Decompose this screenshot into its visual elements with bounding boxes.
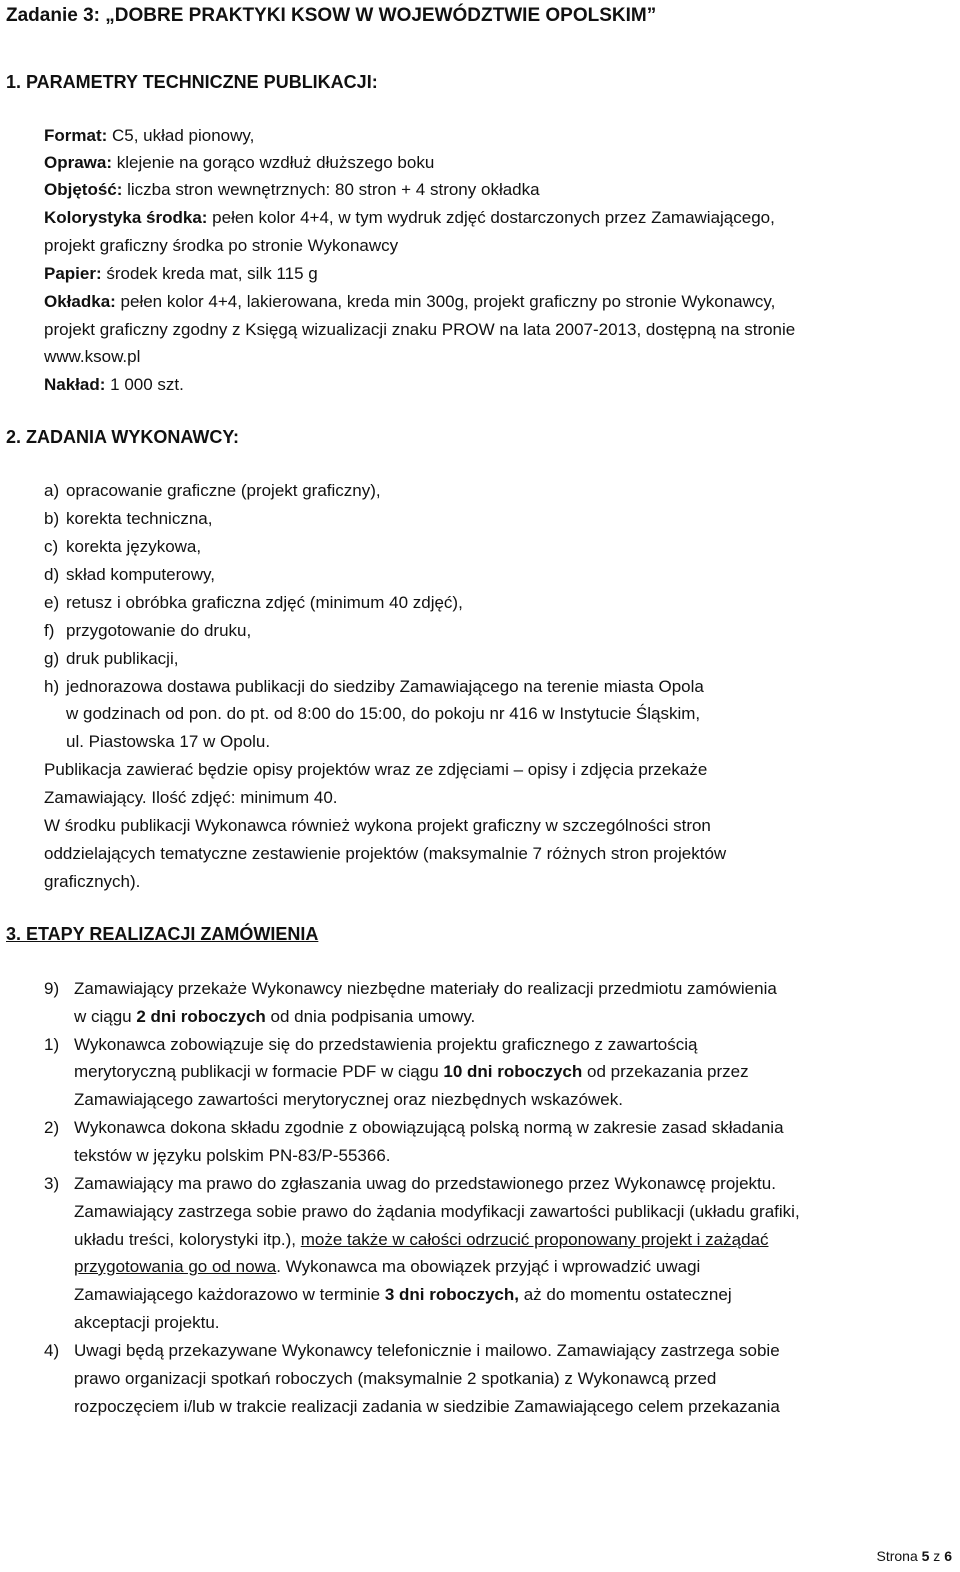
stage-text: Uwagi będą przekazywane Wykonawcy telefonicznie i mailowo. Zamawiający zastrzega sobie — [74, 1341, 780, 1360]
task-text: skład komputerowy, — [66, 565, 215, 584]
stage-marker: 3) — [44, 1174, 60, 1193]
stage-text-cont — [74, 1226, 768, 1254]
param-label: Papier: — [44, 264, 102, 283]
section-3-heading: 3. ETAPY REALIZACJI ZAMÓWIENIA — [6, 924, 319, 944]
text-fragment: aż do momentu ostatecznej — [519, 1285, 732, 1304]
task-item — [44, 617, 54, 645]
task-item — [44, 561, 59, 589]
param-value: 1 000 szt. — [105, 375, 184, 394]
param-format — [44, 122, 254, 150]
param-value: C5, układ pionowy, — [107, 126, 255, 145]
stage-text: Zamawiający przekaże Wykonawcy niezbędne materiały do realizacji przedmiotu zamówienia — [74, 979, 777, 998]
param-naklad — [44, 371, 184, 399]
text-fragment: od przekazania przez — [582, 1062, 749, 1081]
text-fragment: układu treści, kolorystyki itp.), — [74, 1230, 301, 1249]
paragraph-design-cont: oddzielających tematyczne zestawienie projektów (maksymalnie 7 różnych stron projektów — [44, 844, 727, 863]
deadline-bold: 10 dni roboczych — [443, 1062, 583, 1081]
task-item — [44, 645, 59, 673]
param-value: środek kreda mat, silk 115 g — [101, 264, 318, 283]
param-okladka-cont: projekt graficzny zgodny z Księgą wizualizacji znaku PROW na lata 2007-2013, dostępną na stronie — [44, 320, 796, 339]
param-value: liczba stron wewnętrznych: 80 stron + 4 strony okładka — [122, 180, 540, 199]
text-fragment: od dnia podpisania umowy. — [265, 1007, 476, 1026]
stage-text: Zamawiający ma prawo do zgłaszania uwag do przedstawionego przez Wykonawcę projektu. — [74, 1174, 776, 1193]
param-oprawa — [44, 149, 434, 177]
task-marker: h) — [44, 677, 60, 696]
stage-text-cont: tekstów w języku polskim PN-83/P-55366. — [74, 1146, 391, 1165]
task-marker: f) — [44, 621, 55, 640]
param-kolorystyka-cont: projekt graficzny środka po stronie Wykonawcy — [44, 236, 399, 255]
stage-text: Wykonawca dokona składu zgodnie z obowiązującą polską normą w zakresie zasad składania — [74, 1118, 784, 1137]
task-item — [44, 477, 59, 505]
param-value: pełen kolor 4+4, w tym wydruk zdjęć dostarczonych przez Zamawiającego, — [207, 208, 775, 227]
page-number-prefix: Strona — [876, 1548, 922, 1564]
param-label: Format: — [44, 126, 108, 145]
stage-marker: 4) — [44, 1341, 60, 1360]
stage-text-cont — [74, 1003, 475, 1031]
param-label: Objętość: — [44, 180, 123, 199]
task-item — [44, 533, 58, 561]
stage-text: Wykonawca zobowiązuje się do przedstawienia projektu graficznego z zawartością — [74, 1035, 698, 1054]
page-title: Zadanie 3: „DOBRE PRAKTYKI KSOW W WOJEWÓDZTWIE OPOLSKIM” — [6, 5, 657, 26]
stage-text-cont: rozpoczęciem i/lub w trakcie realizacji zadania w siedzibie Zamawiającego celem przekazania — [74, 1397, 780, 1416]
task-item — [44, 505, 59, 533]
stage-text-cont — [74, 1281, 732, 1309]
param-value: pełen kolor 4+4, lakierowana, kreda min 300g, projekt graficzny po stronie Wykonawcy, — [115, 292, 776, 311]
task-text: opracowanie graficzne (projekt graficzny), — [66, 481, 381, 500]
text-fragment: Zamawiającego każdorazowo w terminie — [74, 1285, 385, 1304]
task-marker: e) — [44, 593, 60, 612]
task-text: druk publikacji, — [66, 649, 179, 668]
task-text: korekta techniczna, — [66, 509, 213, 528]
paragraph-design-cont: graficznych). — [44, 872, 141, 891]
paragraph-design: W środku publikacji Wykonawca również wykona projekt graficzny w szczególności stron — [44, 816, 711, 835]
param-okladka-link[interactable]: www.ksow.pl — [44, 347, 141, 366]
stage-text-cont — [74, 1253, 700, 1281]
stage-marker: 2) — [44, 1118, 60, 1137]
param-objetosc — [44, 176, 540, 204]
stage-text-cont: Zamawiającego zawartości merytorycznej oraz niezbędnych wskazówek. — [74, 1090, 623, 1109]
section-1-heading: 1. PARAMETRY TECHNICZNE PUBLIKACJI: — [6, 72, 378, 92]
param-label: Nakład: — [44, 375, 106, 394]
task-text: jednorazowa dostawa publikacji do siedziby Zamawiającego na terenie miasta Opola — [66, 677, 704, 696]
task-marker: a) — [44, 481, 60, 500]
task-text-cont: w godzinach od pon. do pt. od 8:00 do 15:00, do pokoju nr 416 w Instytucie Śląskim, — [66, 704, 701, 723]
underlined-text: może także w całości odrzucić proponowany projekt i zażądać — [300, 1230, 769, 1249]
stage-text-cont — [74, 1058, 749, 1086]
task-item — [44, 673, 59, 701]
task-marker: b) — [44, 509, 60, 528]
param-label: Okładka: — [44, 292, 116, 311]
param-kolorystyka — [44, 204, 775, 232]
paragraph-photos-cont: Zamawiający. Ilość zdjęć: minimum 40. — [44, 788, 338, 807]
page-number — [876, 1548, 952, 1564]
deadline-bold: 3 dni roboczych, — [384, 1285, 519, 1304]
task-marker: g) — [44, 649, 60, 668]
param-okladka — [44, 288, 775, 316]
page-number-total: 6 — [944, 1548, 952, 1564]
text-fragment: merytoryczną publikacji w formacie PDF w ciągu — [74, 1062, 444, 1081]
param-papier — [44, 260, 318, 288]
underlined-text: przygotowania go od nowa — [74, 1257, 277, 1276]
stage-marker: 1) — [44, 1035, 60, 1054]
task-text: retusz i obróbka graficzna zdjęć (minimum 40 zdjęć), — [66, 593, 463, 612]
paragraph-photos: Publikacja zawierać będzie opisy projektów wraz ze zdjęciami – opisy i zdjęcia przekaże — [44, 760, 708, 779]
page-number-sep: z — [929, 1548, 945, 1564]
stage-marker: 9) — [44, 979, 60, 998]
param-label: Kolorystyka środka: — [44, 208, 208, 227]
task-text: przygotowanie do druku, — [66, 621, 252, 640]
task-text-cont: ul. Piastowska 17 w Opolu. — [66, 732, 271, 751]
stage-text-cont: Zamawiający zastrzega sobie prawo do żądania modyfikacji zawartości publikacji (układu grafiki, — [74, 1202, 800, 1221]
section-2-heading: 2. ZADANIA WYKONAWCY: — [6, 427, 239, 447]
stage-text-cont: prawo organizacji spotkań roboczych (maksymalnie 2 spotkania) z Wykonawcą przed — [74, 1369, 717, 1388]
task-marker: d) — [44, 565, 60, 584]
task-marker: c) — [44, 537, 59, 556]
text-fragment: . Wykonawca ma obowiązek przyjąć i wprowadzić uwagi — [276, 1257, 701, 1276]
task-item — [44, 589, 59, 617]
param-label: Oprawa: — [44, 153, 113, 172]
param-value: klejenie na gorąco wzdłuż dłuższego boku — [112, 153, 435, 172]
text-fragment: w ciągu — [74, 1007, 137, 1026]
stage-text-cont: akceptacji projektu. — [74, 1313, 220, 1332]
task-text: korekta językowa, — [66, 537, 202, 556]
page-number-current: 5 — [921, 1548, 930, 1564]
deadline-bold: 2 dni roboczych — [136, 1007, 266, 1026]
